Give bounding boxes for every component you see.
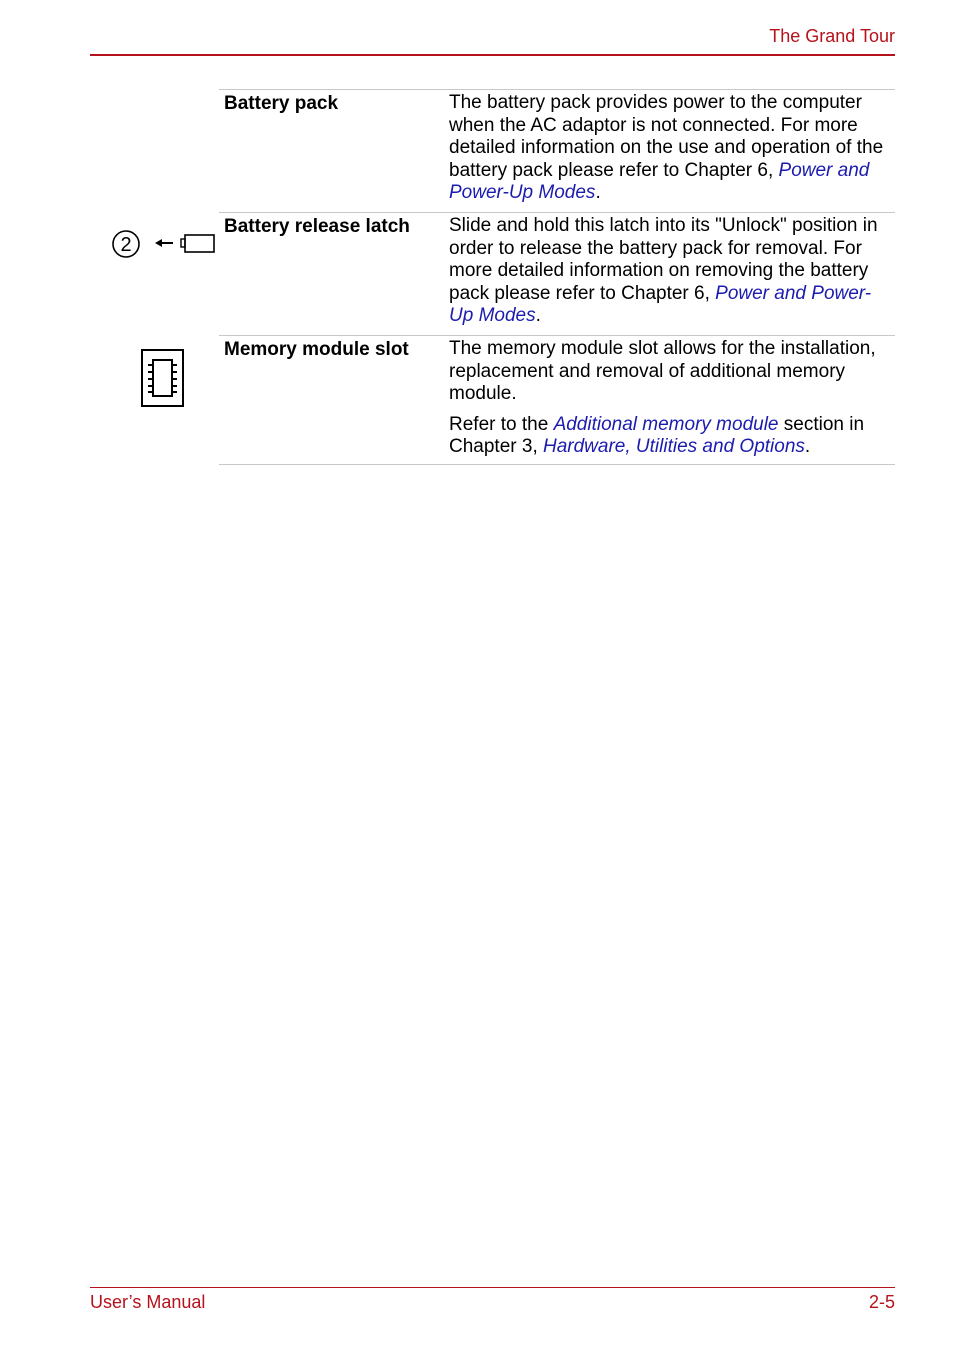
battery-release-latch-icon (110, 228, 218, 265)
description-text: The memory module slot allows for the installation, replacement and removal of additional memory module. (449, 338, 876, 405)
memory-module-icon (140, 348, 186, 413)
description-text: Refer to the (449, 413, 554, 435)
punctuation: . (535, 305, 541, 327)
description-text: The battery pack provides power to the computer when the AC adaptor is not connected. For more detailed information on the use and operation of the battery pack please refer to Chapter 6, (449, 92, 884, 181)
punctuation: . (595, 182, 601, 204)
latch-number: 2 (120, 234, 132, 256)
table-row-battery-pack (219, 89, 895, 212)
header-rule (90, 54, 895, 56)
description-cell (444, 213, 895, 335)
table-row-memory-module-slot (219, 335, 895, 465)
description-text: Slide and hold this latch into its "Unlock" position in order to release the battery pack for removal. For more detailed information on removing the battery pack please refer to Chapter 6, (449, 215, 878, 304)
description-cell (444, 90, 895, 212)
component-table (219, 89, 895, 465)
description-text: section in Chapter 3, (449, 413, 865, 458)
page-number: 2-5 (868, 1292, 895, 1312)
term-cell: Battery release latch (224, 216, 410, 237)
table-row-battery-release-latch (219, 212, 895, 335)
chapter-link[interactable]: Power and Power-Up Modes (449, 282, 872, 327)
term-cell: Battery pack (224, 93, 339, 114)
punctuation: . (804, 436, 811, 458)
chapter-link[interactable]: Hardware, Utilities and Options (543, 436, 805, 458)
description-cell (444, 336, 895, 464)
footer-manual-title: User’s Manual (90, 1292, 206, 1312)
chapter-link[interactable]: Power and Power-Up Modes (449, 159, 870, 204)
section-link[interactable]: Additional memory module (553, 413, 779, 435)
term-cell: Memory module slot (224, 339, 409, 360)
running-header: The Grand Tour (769, 26, 895, 46)
footer-rule (90, 1287, 895, 1288)
